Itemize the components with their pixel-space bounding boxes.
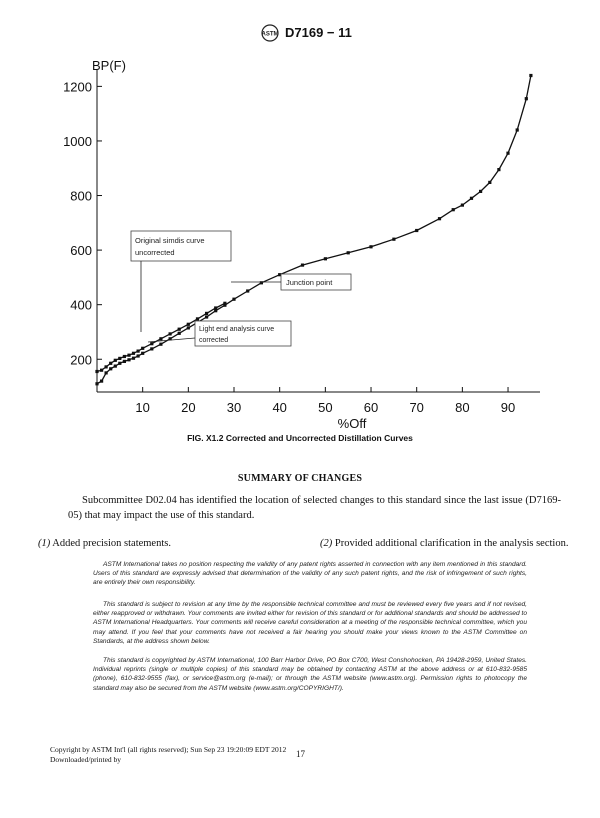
data-point <box>95 370 98 373</box>
y-axis-label: BP(F) <box>92 58 126 73</box>
revision-notice: This standard is subject to revision at any time by the responsible technical committee and must be reviewed every five years and if not revised, either reapproved or withdrawn. Your comments are invited either for revision of this standard or for additional standards and should be addressed to ASTM International Headquarters. Your comments will receive careful consideration at a meeting of the responsible technical committee, which you may attend. If you feel that your comments have not received a fair hearing you should make your views known to the ASTM Committee on Standards, at the address shown below. <box>93 601 527 645</box>
data-point <box>347 251 350 254</box>
data-point <box>488 181 491 184</box>
figure-caption: FIG. X1.2 Corrected and Uncorrected Distillation Curves <box>187 433 413 443</box>
data-point <box>415 229 418 232</box>
data-point <box>187 323 190 326</box>
data-point <box>516 128 519 131</box>
data-point <box>118 357 121 360</box>
data-point <box>137 350 140 353</box>
patent-notice: ASTM International takes no position respecting the validity of any patent rights asserted in connection with any item mentioned in this standard. Users of this standard are expressly advised that determination of the validity of any such patent rights, and the risk of infringement of such rights, are entirely their own responsibility. <box>93 561 527 587</box>
data-point <box>118 362 121 365</box>
data-point <box>223 302 226 305</box>
series-points <box>95 74 532 386</box>
data-point <box>187 326 190 329</box>
data-point <box>105 365 108 368</box>
change-item-1-number: (1) <box>38 538 51 549</box>
summary-title: SUMMARY OF CHANGES <box>237 473 363 484</box>
data-point <box>324 257 327 260</box>
x-tick-label: 10 <box>135 400 150 415</box>
data-point <box>137 354 140 357</box>
data-point <box>369 245 372 248</box>
data-point <box>178 332 181 335</box>
x-tick-label: 50 <box>318 400 333 415</box>
change-item-2-number: (2) <box>320 538 333 549</box>
x-tick-label: 80 <box>455 400 470 415</box>
data-point <box>150 347 153 350</box>
data-point <box>479 190 482 193</box>
data-point <box>246 289 249 292</box>
footer <box>50 745 286 765</box>
data-point <box>127 358 130 361</box>
data-point <box>159 343 162 346</box>
data-point <box>452 208 455 211</box>
annotation-original-line1: Original simdis curve <box>135 236 205 245</box>
y-tick-label: 800 <box>70 188 92 204</box>
data-point <box>205 315 208 318</box>
annotation-original-line2: uncorrected <box>135 248 175 257</box>
data-point <box>506 152 509 155</box>
data-point <box>150 342 153 345</box>
data-point <box>105 371 108 374</box>
y-tick-label: 600 <box>70 243 92 259</box>
data-point <box>114 359 117 362</box>
data-point <box>232 298 235 301</box>
page-number: 17 <box>296 749 305 759</box>
y-tick-label: 1200 <box>63 79 92 95</box>
x-tick-label: 70 <box>409 400 424 415</box>
document-number: D7169 − 11 <box>285 25 352 40</box>
data-point <box>169 332 172 335</box>
data-point <box>461 204 464 207</box>
svg-text:ASTM: ASTM <box>261 31 279 38</box>
data-point <box>196 317 199 320</box>
data-point <box>109 367 112 370</box>
y-tick-label: 1000 <box>63 133 92 149</box>
data-point <box>529 74 532 77</box>
annotation-lightend-line2: corrected <box>199 337 229 344</box>
data-point <box>109 362 112 365</box>
data-point <box>525 97 528 100</box>
footer-downloaded: Downloaded/printed by <box>50 755 122 764</box>
data-point <box>123 360 126 363</box>
data-point <box>205 312 208 315</box>
data-point <box>141 347 144 350</box>
data-point <box>95 382 98 385</box>
change-item-2 <box>320 538 568 549</box>
data-point <box>127 354 130 357</box>
x-tick-label: 60 <box>363 400 379 415</box>
change-item-1 <box>38 538 171 549</box>
data-point <box>132 352 135 355</box>
data-point <box>497 168 500 171</box>
data-point <box>392 238 395 241</box>
data-point <box>123 355 126 358</box>
annotation-lightend-line1: Light end analysis curve <box>199 326 275 333</box>
data-point <box>214 306 217 309</box>
y-tick-label: 400 <box>70 297 92 313</box>
change-item-2-text: Provided additional clarification in the analysis section. <box>334 538 569 549</box>
data-point <box>178 328 181 331</box>
x-tick-label: 20 <box>181 400 196 415</box>
x-tick-label: 90 <box>500 400 516 415</box>
data-point <box>159 337 162 340</box>
copyright-notice: This standard is copyrighted by ASTM International, 100 Barr Harbor Drive, PO Box C700, West Conshohocken, PA 19428-2959, United States. Individual reprints (single or multiple copies) of this standard may be obtained by contacting ASTM at the above address or at 610-832-9585 (phone), 610-832-9555 (fax), or service@astm.org (e-mail); or through the ASTM website (www.astm.org). Permission rights to photocopy the standard may also be secured from the ASTM website (www.astm.org/COPYRIGHT/). <box>93 657 527 692</box>
x-tick-label: 40 <box>272 400 287 415</box>
data-point <box>141 352 144 355</box>
data-point <box>100 369 103 372</box>
change-item-1-text: Added precision statements. <box>52 538 171 549</box>
data-point <box>114 365 117 368</box>
data-point <box>132 357 135 360</box>
data-point <box>470 197 473 200</box>
footer-copyright: Copyright by ASTM Int'l (all rights reserved); Sun Sep 23 19:20:09 EDT 2012 <box>50 745 287 754</box>
summary-intro: Subcommittee D02.04 has identified the location of selected changes to this standard since the last issue (D7169-05) that may impact the use of this standard. <box>68 495 561 521</box>
y-tick-label: 200 <box>70 352 92 368</box>
annotation-junction: Junction point <box>286 278 333 287</box>
x-axis-label: %Off <box>337 416 367 431</box>
x-tick-label: 30 <box>226 400 242 415</box>
data-point <box>301 264 304 267</box>
data-point <box>438 217 441 220</box>
data-point <box>100 380 103 383</box>
